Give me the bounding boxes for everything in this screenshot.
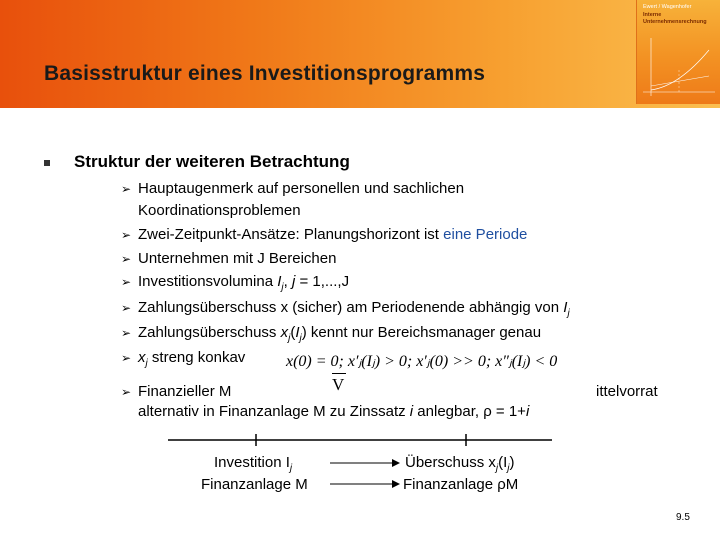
list-item-continuation: alternativ in Finanzanlage M zu Zinssatz i anlegbar, ρ = 1+i bbox=[138, 403, 530, 420]
arrow-bullet-icon: ➢ bbox=[121, 326, 132, 340]
arrow-bottom-head bbox=[392, 480, 400, 488]
diagram-left-line2: Finanzanlage M bbox=[201, 476, 308, 493]
arrow-top-head bbox=[392, 459, 400, 467]
arrow-bullet-icon: ➢ bbox=[121, 301, 132, 315]
list-item: ➢ Zahlungsüberschuss $x_j(I_j)$ kennt nur Bereichsmanager genau bbox=[121, 324, 542, 344]
list-item: ➢ Hauptaugenmerk auf personellen und sachlichen bbox=[121, 180, 465, 197]
diagram-right-line2: Finanzanlage ρM bbox=[403, 476, 519, 493]
list-item: ➢ Unternehmen mit J Bereichen bbox=[121, 250, 337, 267]
book-title-line1: Interne bbox=[643, 12, 662, 18]
book-title-line2: Unternehmensrechnung bbox=[643, 19, 707, 25]
section-bullet bbox=[44, 160, 50, 166]
arrow-bullet-icon: ➢ bbox=[121, 385, 132, 399]
header-banner bbox=[0, 0, 720, 108]
arrow-bullet-icon: ➢ bbox=[121, 275, 132, 289]
highlight-text: eine Periode bbox=[443, 226, 528, 243]
book-author: Ewert / Wagenhofer bbox=[643, 4, 692, 10]
book-cover-thumbnail bbox=[636, 0, 720, 104]
list-item: ➢ Zahlungsüberschuss x (sicher) am Periodenende abhängig von $I_j$ bbox=[121, 299, 570, 319]
arrow-bullet-icon: ➢ bbox=[121, 252, 132, 266]
arrow-bullet-icon: ➢ bbox=[121, 351, 132, 365]
list-item: ➢ $x_j$ streng konkav bbox=[121, 349, 246, 369]
section-heading: Struktur der weiteren Betrachtung bbox=[74, 152, 350, 171]
timeline-diagram bbox=[0, 430, 720, 510]
list-item: ➢ Investitionsvolumina $I_j$, j = 1,...,J bbox=[121, 273, 350, 293]
arrow-bullet-icon: ➢ bbox=[121, 228, 132, 242]
diagram-right-line1: Überschuss $x_j(I_j)$ bbox=[405, 454, 515, 474]
list-item: ➢ Zwei-Zeitpunkt-Ansätze: Planungshorizont ist eine Periode bbox=[121, 226, 528, 243]
concavity-formula: x(0) = 0; x′ⱼ(Iⱼ) > 0; x′ⱼ(0) >> 0; x″ⱼ(Iⱼ) < 0 bbox=[286, 353, 558, 370]
list-item-tail: ittelvorrat bbox=[596, 383, 658, 400]
diagram-left-line1: Investition $I_j$ bbox=[214, 454, 293, 474]
page-number: 9.5 bbox=[676, 512, 690, 523]
book-chart-graphic bbox=[639, 30, 719, 100]
overbar-symbol: V bbox=[332, 375, 345, 394]
list-item: ➢ Finanzieller M bbox=[121, 383, 232, 400]
arrow-bullet-icon: ➢ bbox=[121, 182, 132, 196]
page-title: Basisstruktur eines Investitionsprogramms bbox=[44, 62, 486, 85]
list-item-continuation: Koordinationsproblemen bbox=[138, 202, 301, 219]
